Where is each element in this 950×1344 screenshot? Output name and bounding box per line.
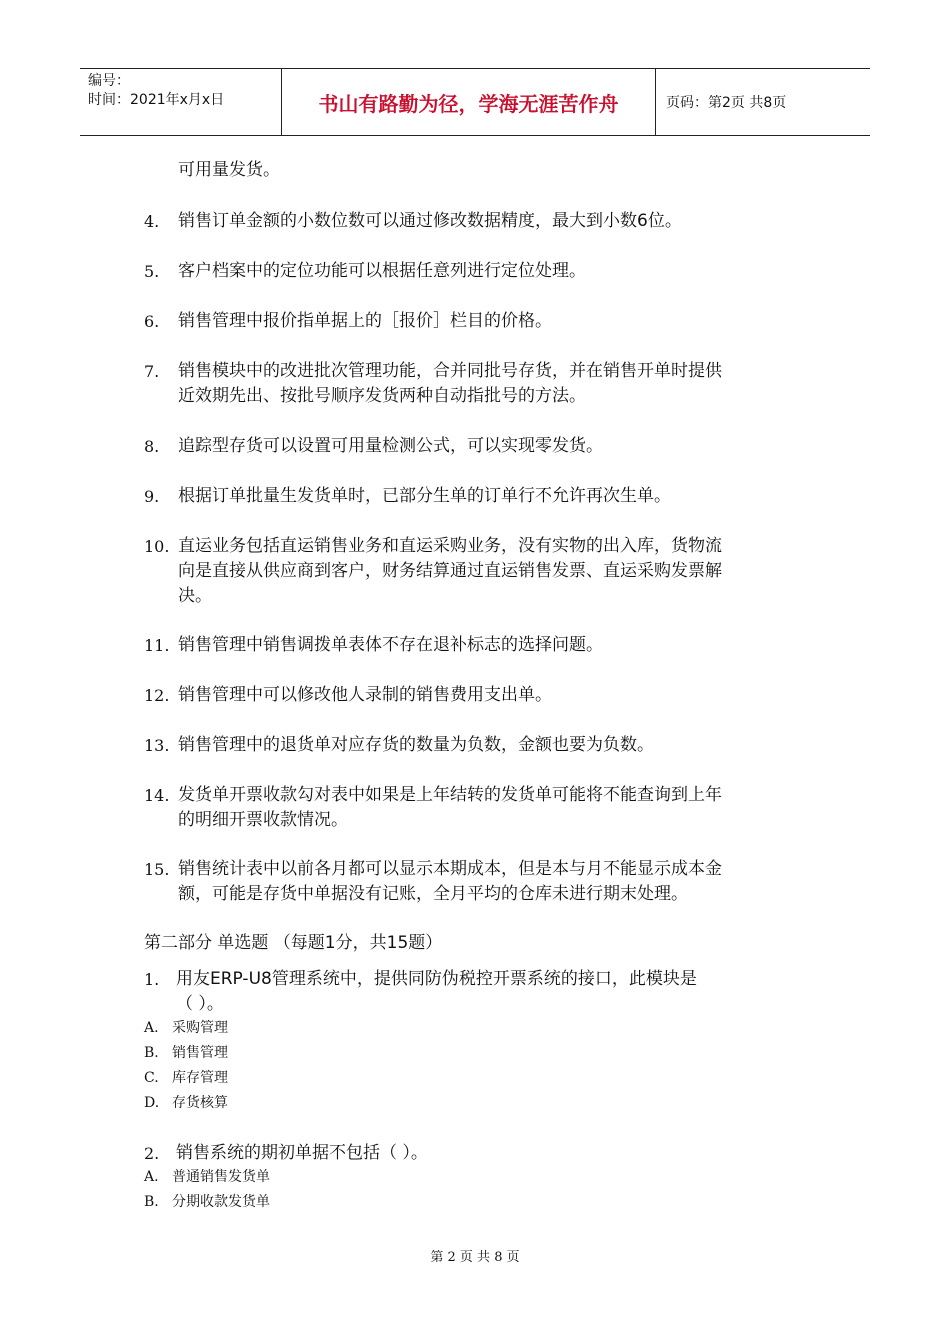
item-text: 销售订单金额的小数位数可以通过修改数据精度，最大到小数6位。 bbox=[178, 211, 682, 231]
item-text: 销售管理中销售调拨单表体不存在退补标志的选择问题。 bbox=[178, 635, 603, 655]
question-number: 2. bbox=[144, 1144, 160, 1163]
option-d bbox=[144, 1092, 228, 1114]
question-text-line: 销售系统的期初单据不包括（ ）。 bbox=[176, 1143, 428, 1163]
item-number: 7. bbox=[144, 362, 160, 381]
option-b bbox=[144, 1191, 270, 1213]
header-motto: 书山有路勤为径，学海无涯苦作舟 bbox=[282, 69, 656, 135]
item-number: 4. bbox=[144, 212, 160, 231]
item-text-line: 销售统计表中以前各月都可以显示本期成本，但是本与月不能显示成本金 bbox=[178, 859, 722, 879]
item-text-line: 近效期先出、按批号顺序发货两种自动指批号的方法。 bbox=[178, 386, 586, 406]
option-text: 分期收款发货单 bbox=[172, 1194, 270, 1210]
item-text-line: 发货单开票收款勾对表中如果是上年结转的发货单可能将不能查询到上年 bbox=[178, 785, 722, 805]
continuation-text: 可用量发货。 bbox=[178, 160, 280, 180]
header-meta bbox=[80, 69, 282, 135]
item-number: 15. bbox=[144, 860, 170, 879]
item-number: 10. bbox=[144, 537, 170, 556]
code-label: 编号： bbox=[88, 73, 130, 89]
option-text: 普通销售发货单 bbox=[172, 1169, 270, 1185]
header-page-info: 页码：第2页 共8页 bbox=[666, 95, 787, 111]
page-header bbox=[80, 68, 870, 136]
option-c bbox=[144, 1067, 228, 1089]
item-text: 根据订单批量生发货单时，已部分生单的订单行不允许再次生单。 bbox=[178, 486, 671, 506]
item-number: 13. bbox=[144, 736, 170, 755]
option-a bbox=[144, 1017, 228, 1039]
option-text: 存货核算 bbox=[172, 1095, 228, 1111]
option-text: 采购管理 bbox=[172, 1020, 228, 1036]
item-text-line: 向是直接从供应商到客户，财务结算通过直运销售发票、直运采购发票解 bbox=[178, 561, 722, 581]
option-letter: A. bbox=[144, 1169, 159, 1185]
option-letter: B. bbox=[144, 1194, 159, 1210]
option-letter: C. bbox=[144, 1070, 159, 1086]
option-text: 销售管理 bbox=[172, 1045, 228, 1061]
option-text: 库存管理 bbox=[172, 1070, 228, 1086]
option-letter: A. bbox=[144, 1020, 159, 1036]
item-number: 6. bbox=[144, 312, 160, 331]
item-text-line: 额，可能是存货中单据没有记账，全月平均的仓库未进行期末处理。 bbox=[178, 884, 688, 904]
item-text: 销售管理中的退货单对应存货的数量为负数，金额也要为负数。 bbox=[178, 735, 654, 755]
option-b bbox=[144, 1042, 228, 1064]
item-text: 销售管理中报价指单据上的［报价］栏目的价格。 bbox=[178, 311, 552, 331]
question-text-line: 用友ERP-U8管理系统中，提供同防伪税控开票系统的接口，此模块是 bbox=[176, 969, 697, 989]
option-a bbox=[144, 1166, 270, 1188]
page-footer: 第 2 页 共 8 页 bbox=[430, 1250, 520, 1265]
option-letter: B. bbox=[144, 1045, 159, 1061]
item-text: 追踪型存货可以设置可用量检测公式，可以实现零发货。 bbox=[178, 436, 603, 456]
question-number: 1. bbox=[144, 970, 160, 989]
time-label: 时间：2021年x月x日 bbox=[88, 92, 225, 108]
item-number: 12. bbox=[144, 686, 170, 705]
item-text: 客户档案中的定位功能可以根据任意列进行定位处理。 bbox=[178, 261, 586, 281]
question-text-line: （ ）。 bbox=[176, 994, 224, 1014]
section-title: 第二部分 单选题 （每题1分，共15题） bbox=[144, 933, 443, 953]
item-text: 销售管理中可以修改他人录制的销售费用支出单。 bbox=[178, 685, 552, 705]
item-number: 11. bbox=[144, 636, 170, 655]
item-number: 5. bbox=[144, 262, 160, 281]
item-number: 9. bbox=[144, 487, 160, 506]
option-letter: D. bbox=[144, 1095, 160, 1111]
item-number: 8. bbox=[144, 437, 160, 456]
item-text-line: 的明细开票收款情况。 bbox=[178, 810, 348, 830]
item-text-line: 决。 bbox=[178, 586, 212, 606]
item-text-line: 直运业务包括直运销售业务和直运采购业务，没有实物的出入库，货物流 bbox=[178, 536, 722, 556]
item-number: 14. bbox=[144, 786, 170, 805]
item-text-line: 销售模块中的改进批次管理功能，合并同批号存货，并在销售开单时提供 bbox=[178, 361, 722, 381]
